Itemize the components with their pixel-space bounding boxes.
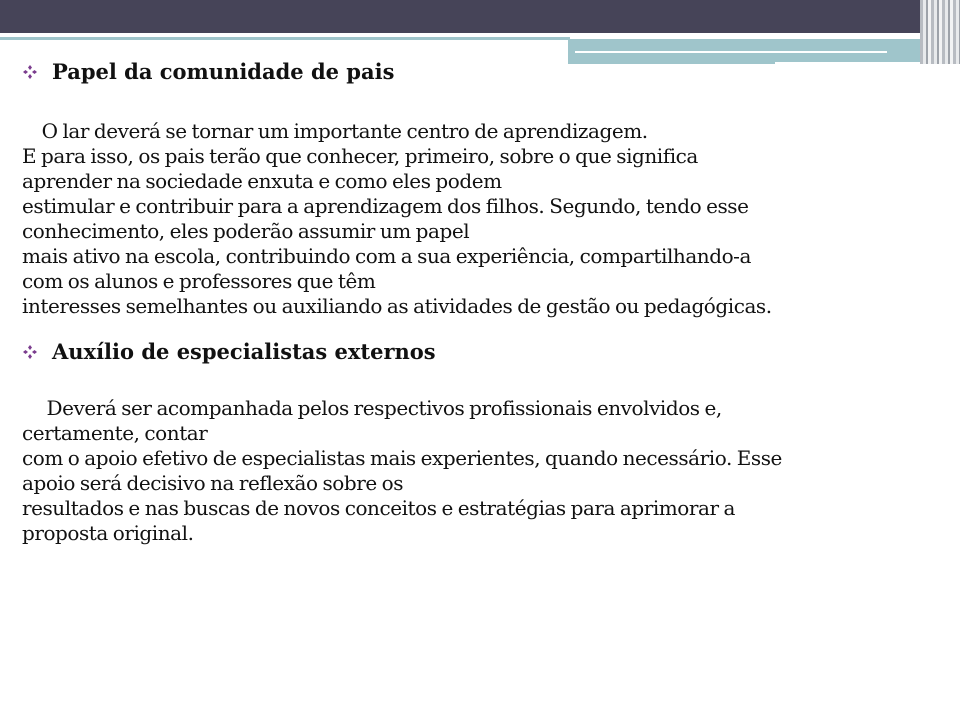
slide-content bbox=[22, 58, 952, 546]
paragraph-line: proposta original. bbox=[22, 521, 194, 545]
diamond-dots-icon bbox=[23, 65, 37, 79]
header-accent-rule bbox=[0, 37, 570, 40]
paragraph-line: conhecimento, eles poderão assumir um papel bbox=[22, 219, 470, 243]
header-white-line bbox=[575, 51, 887, 53]
section-heading-auxilio bbox=[22, 338, 952, 366]
diamond-dots-icon bbox=[23, 345, 37, 359]
header-stripes bbox=[920, 0, 960, 64]
paragraph-line: interesses semelhantes ou auxiliando as atividades de gestão ou pedagógicas. bbox=[22, 294, 772, 318]
paragraph-line: resultados e nas buscas de novos conceitos e estratégias para aprimorar a bbox=[22, 496, 735, 520]
paragraph-line: certamente, contar bbox=[22, 421, 208, 445]
paragraph-line: com o apoio efetivo de especialistas mais experientes, quando necessário. Esse bbox=[22, 446, 782, 470]
paragraph-line: Deverá ser acompanhada pelos respectivos profissionais envolvidos e, bbox=[22, 396, 722, 420]
section-heading-papel bbox=[22, 58, 952, 86]
paragraph-line: com os alunos e professores que têm bbox=[22, 269, 376, 293]
paragraph-line: O lar deverá se tornar um importante centro de aprendizagem. bbox=[22, 119, 648, 143]
paragraph-line: E para isso, os pais terão que conhecer, primeiro, sobre o que significa bbox=[22, 144, 698, 168]
paragraph-line: aprender na sociedade enxuta e como eles podem bbox=[22, 169, 502, 193]
paragraph-line: apoio será decisivo na reflexão sobre os bbox=[22, 471, 404, 495]
paragraph-line: mais ativo na escola, contribuindo com a sua experiência, compartilhando-a bbox=[22, 244, 751, 268]
section-paragraph-papel bbox=[22, 119, 952, 319]
header-dark-bar bbox=[0, 0, 920, 33]
paragraph-line: estimular e contribuir para a aprendizagem dos filhos. Segundo, tendo esse bbox=[22, 194, 749, 218]
section-heading-text: Auxílio de especialistas externos bbox=[52, 339, 436, 364]
section-paragraph-auxilio bbox=[22, 396, 952, 546]
section-heading-text: Papel da comunidade de pais bbox=[52, 59, 395, 84]
